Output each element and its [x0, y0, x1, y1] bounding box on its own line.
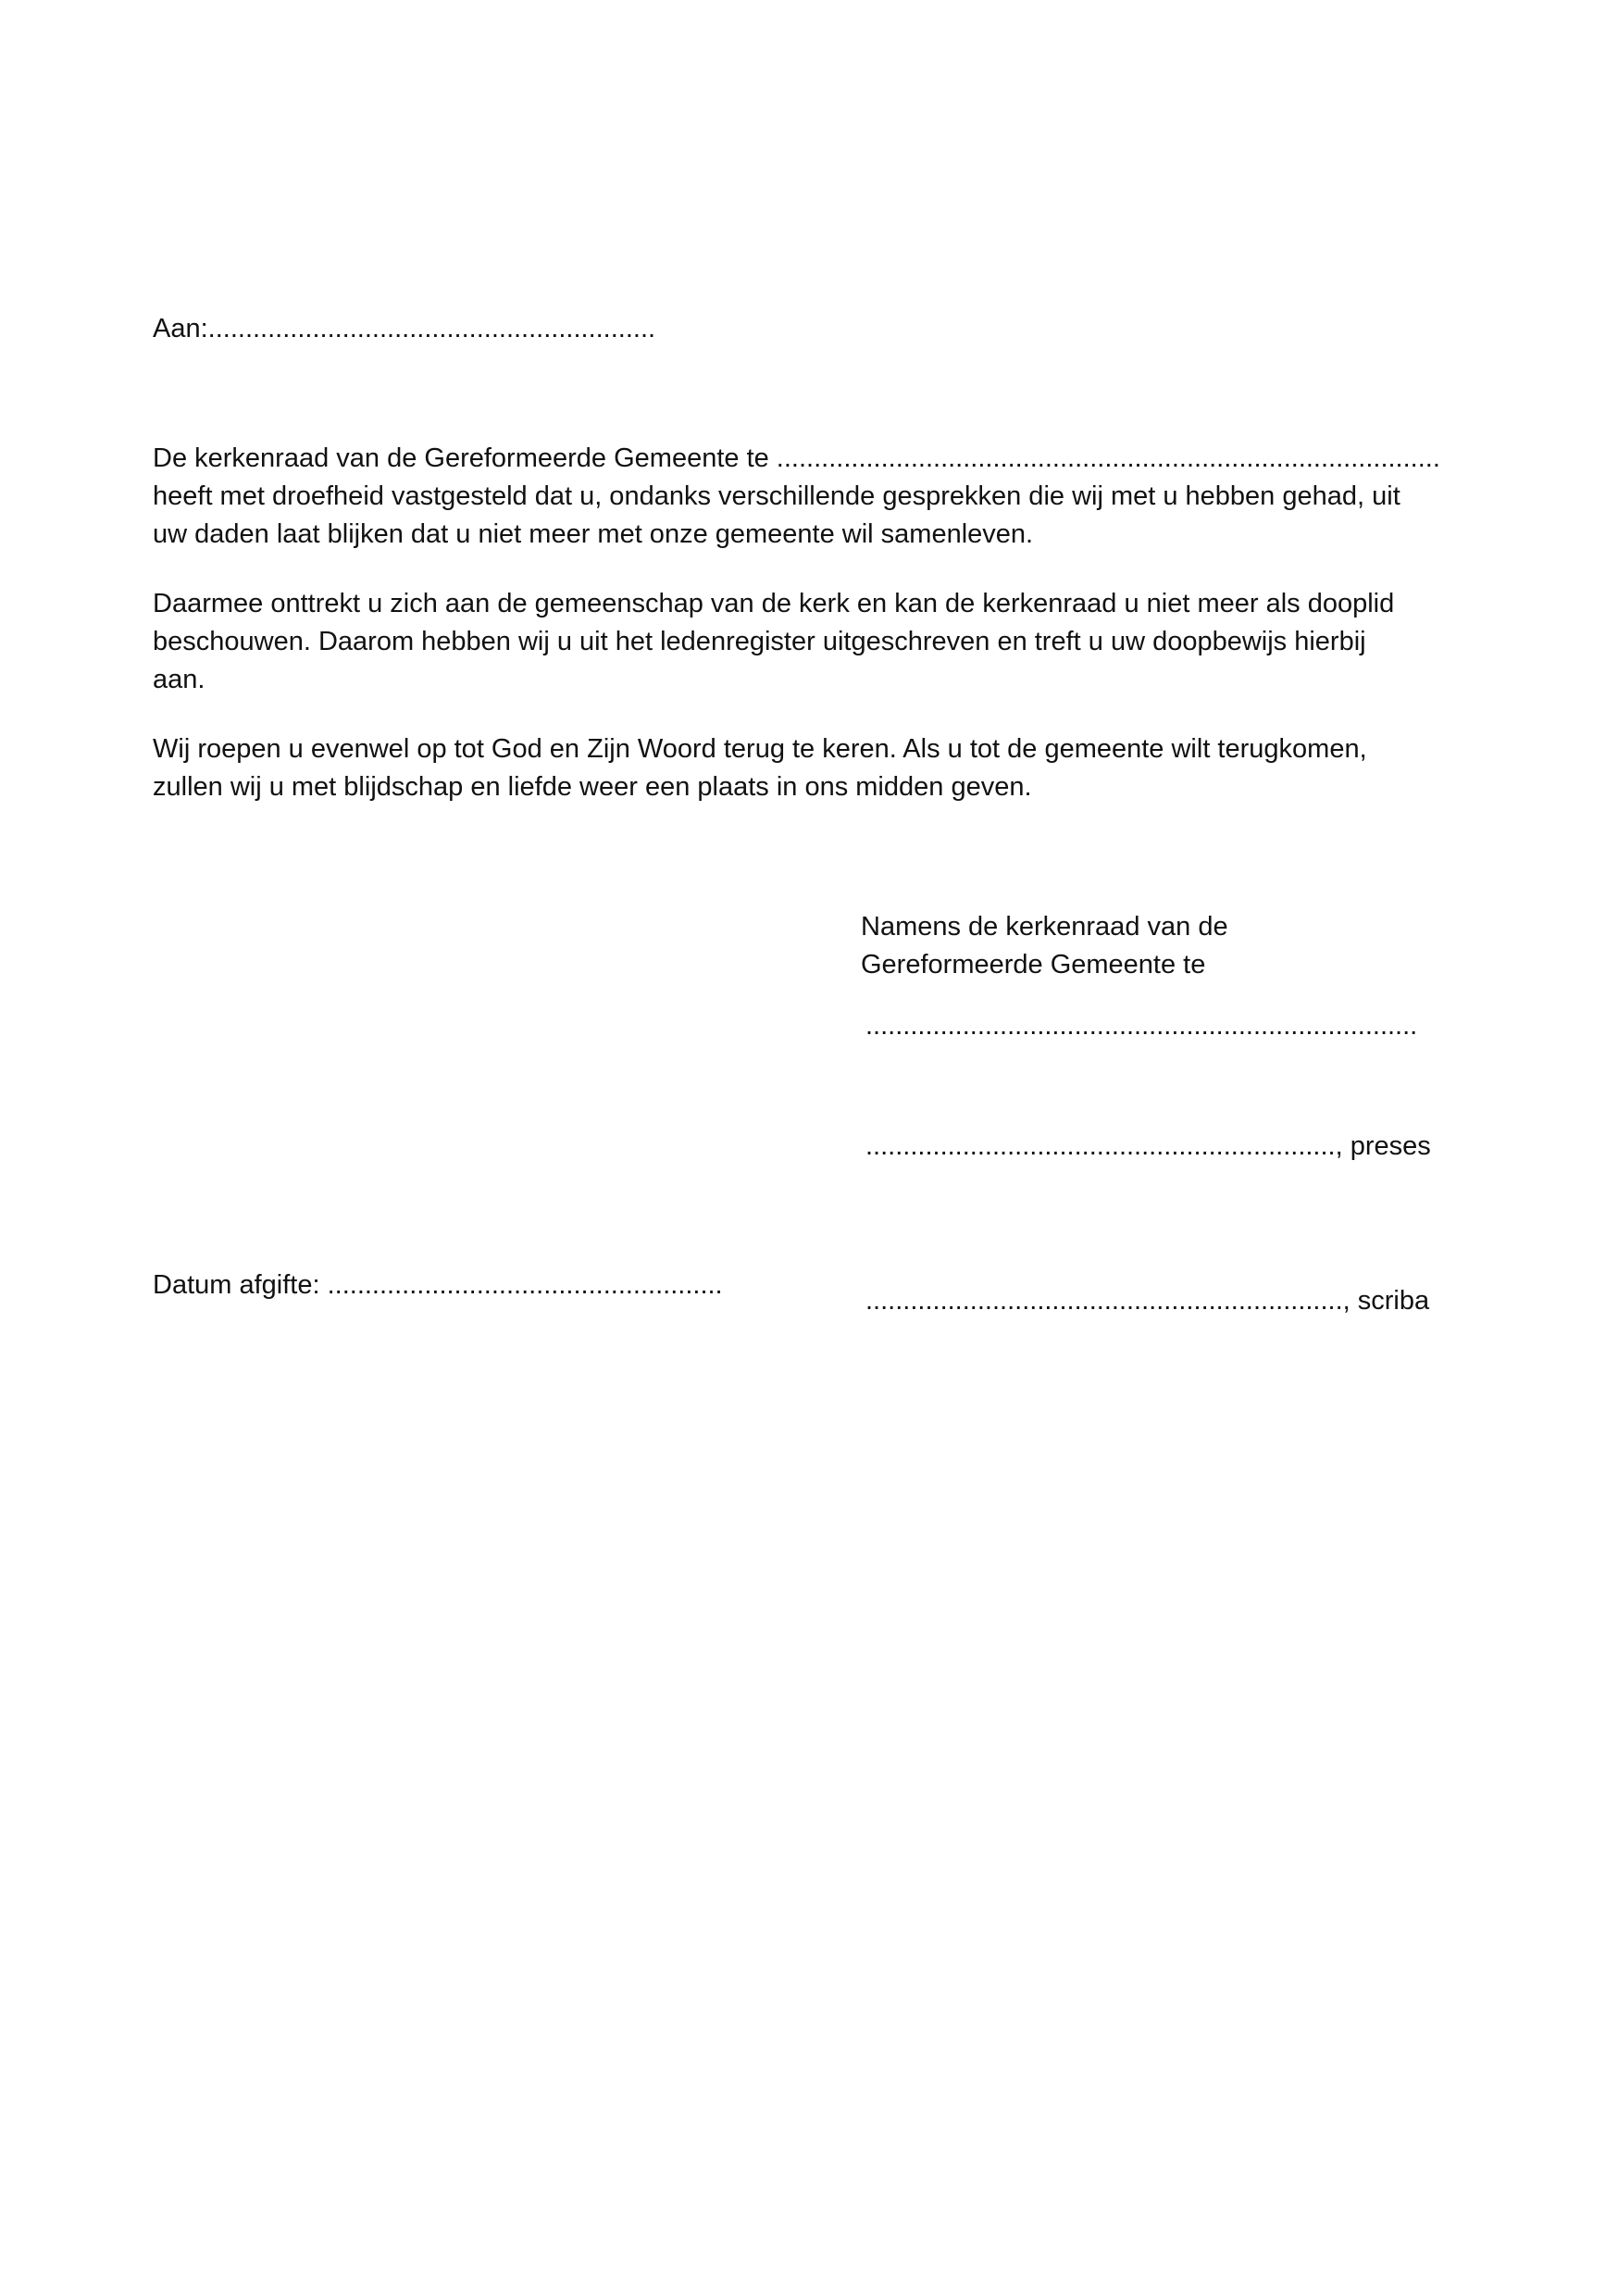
signature-on-behalf-line-2: Gereformeerde Gemeente te: [861, 950, 1206, 980]
paragraph-2-line: Daarmee onttrekt u zich aan de gemeenschap van de kerk en kan de kerkenraad u niet meer als dooplid: [153, 589, 1395, 618]
paragraph-3: [153, 730, 1495, 806]
paragraph-1-line: De kerkenraad van de Gereformeerde Gemeente te .........................................................................................: [153, 443, 1440, 473]
signature-place-line: ..........................................................................: [865, 1011, 1418, 1041]
signature-preses-line: ..............................................................., preses: [865, 1131, 1431, 1161]
paragraph-2: [153, 585, 1495, 699]
paragraph-2-line: beschouwen. Daarom hebben wij u uit het ledenregister uitgeschreven en treft u uw doopbewijs hierbij: [153, 627, 1366, 656]
issue-date-line: Datum afgifte: .....................................................: [153, 1270, 723, 1300]
signature-scriba-line: ................................................................, scriba: [865, 1286, 1430, 1316]
signature-on-behalf-line-1: Namens de kerkenraad van de: [861, 912, 1228, 942]
paragraph-2-line: aan.: [153, 665, 205, 694]
paragraph-3-line: Wij roepen u evenwel op tot God en Zijn Woord terug te keren. Als u tot de gemeente wilt terugkomen,: [153, 734, 1367, 764]
paragraph-1-line: heeft met droefheid vastgesteld dat u, ondanks verschillende gesprekken die wij met u hebben gehad, uit: [153, 481, 1400, 511]
paragraph-1-line: uw daden laat blijken dat u niet meer met onze gemeente wil samenleven.: [153, 519, 1034, 549]
paragraph-3-line: zullen wij u met blijdschap en liefde weer een plaats in ons midden geven.: [153, 772, 1032, 802]
paragraph-1: [153, 440, 1495, 554]
addressee-line: Aan:............................................................: [153, 314, 656, 343]
